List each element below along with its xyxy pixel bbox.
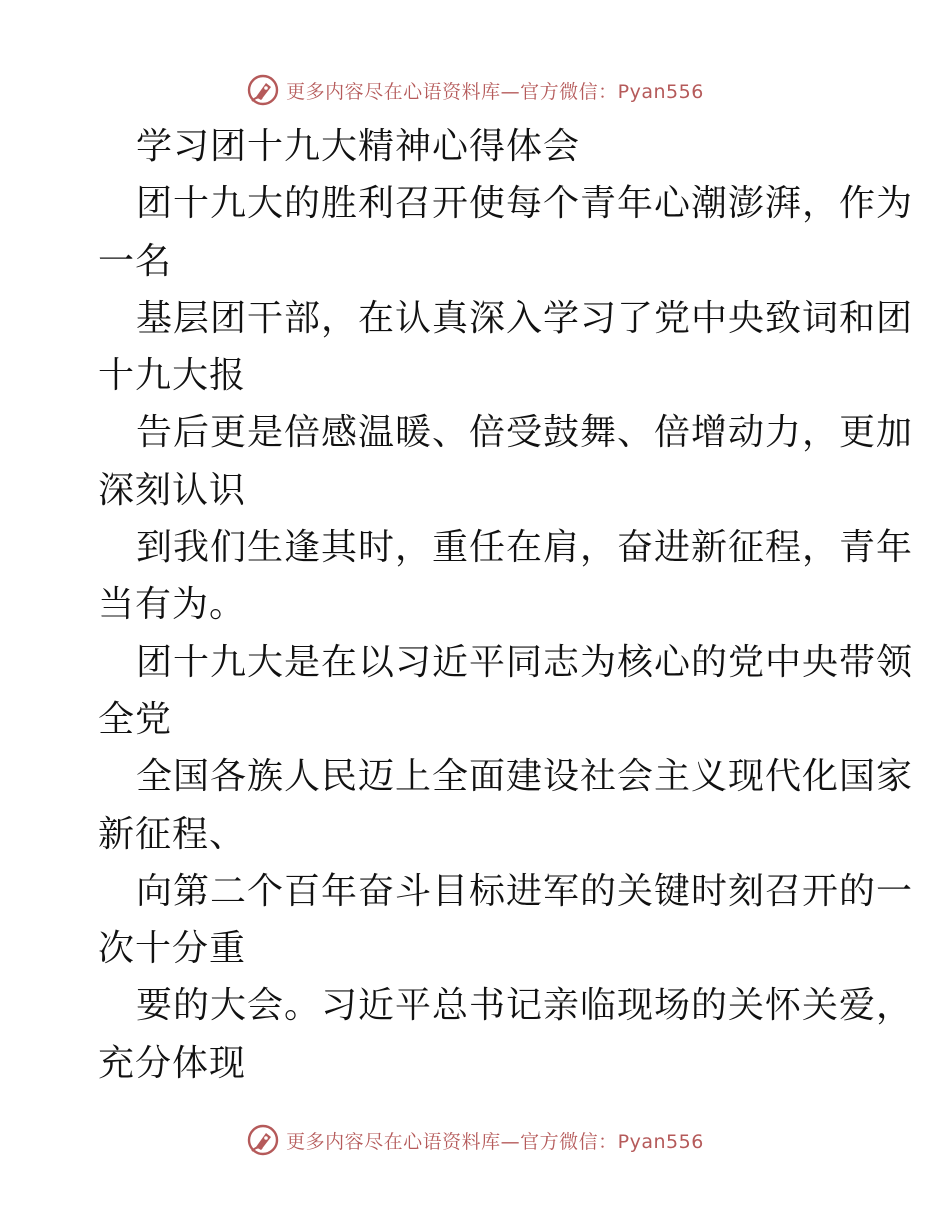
paragraph-line: 当有为。 <box>98 584 247 626</box>
paragraph-line: 全国各族人民迈上全面建设社会主义现代化国家 <box>136 756 914 798</box>
paragraph-line: 基层团干部，在认真深入学习了党中央致词和团 <box>136 297 914 339</box>
paragraph-line: 一名 <box>98 240 173 282</box>
paragraph-line: 十九大报 <box>98 355 247 397</box>
paragraph-line: 向第二个百年奋斗目标进军的关键时刻召开的一 <box>136 870 914 912</box>
paragraph-line: 要的大会。习近平总书记亲临现场的关怀关爱， <box>136 985 914 1027</box>
footer-watermark <box>0 1120 950 1160</box>
paragraph-line: 次十分重 <box>98 928 247 970</box>
pen-nib-circle-icon <box>246 1123 280 1157</box>
pen-nib-circle-icon <box>246 73 280 107</box>
paragraph-line: 团十九大的胜利召开使每个青年心潮澎湃，作为 <box>136 183 914 225</box>
paragraph-line: 告后更是倍感温暖、倍受鼓舞、倍增动力，更加 <box>136 412 914 454</box>
watermark-text: 更多内容尽在心语资料库—官方微信：Pyan556 <box>286 80 704 103</box>
paragraph-line: 新征程、 <box>98 813 247 855</box>
paragraph-line: 深刻认识 <box>98 469 247 511</box>
paragraph-line: 到我们生逢其时，重任在肩，奋进新征程，青年 <box>136 527 914 569</box>
watermark-text: 更多内容尽在心语资料库—官方微信：Pyan556 <box>286 1130 704 1153</box>
paragraph-line: 充分体现 <box>98 1042 247 1084</box>
document-body <box>98 118 914 1092</box>
header-watermark <box>0 70 950 110</box>
paragraph-line: 全党 <box>98 698 173 740</box>
paragraph-line: 团十九大是在以习近平同志为核心的党中央带领 <box>136 641 914 683</box>
document-title: 学习团十九大精神心得体会 <box>136 126 581 167</box>
